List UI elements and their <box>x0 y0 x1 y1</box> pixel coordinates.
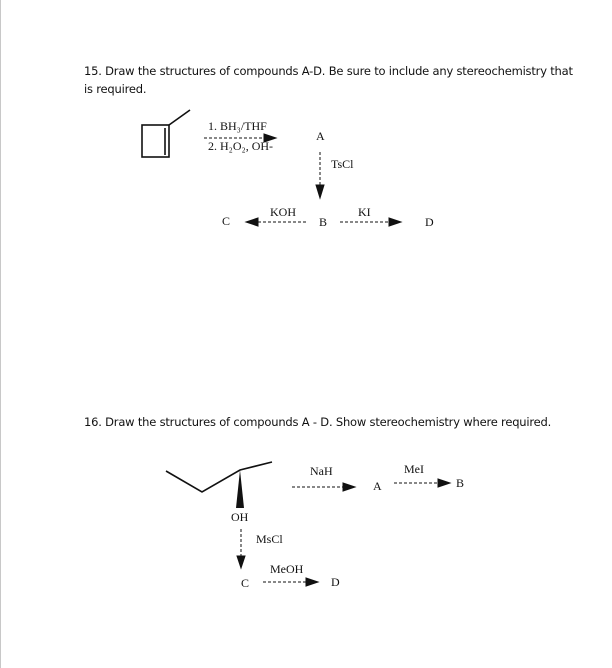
q16-arrow-C-to-D <box>263 578 318 586</box>
q15-reagent-step1: 1. BH₃/THF <box>208 119 267 133</box>
q15-compound-D: D <box>425 215 434 229</box>
q16-alcohol-structure <box>166 462 272 492</box>
q16-arrow-to-C <box>237 529 245 568</box>
q15-compound-B: B <box>319 215 328 229</box>
q16-reagent-mscl: MsCl <box>256 532 283 546</box>
q16-arrow-to-A <box>292 483 355 491</box>
q15-reagent-step2: 2. H₂O₂, OH- <box>208 139 274 153</box>
q16-prompt: 16. Draw the structures of compounds A - D. Show stereochemistry where required. <box>84 415 552 429</box>
q15-compound-C: C <box>222 214 231 228</box>
q16-reagent-mei: MeI <box>404 462 424 476</box>
q16-compound-D: D <box>331 575 340 589</box>
q15-reagent-koh: KOH <box>270 205 296 219</box>
q16-reagent-meoh: MeOH <box>270 562 304 576</box>
q16-reagent-nah: NaH <box>310 464 333 478</box>
q15-prompt-line2: is required. <box>84 82 147 96</box>
q15-methylcyclobutene-structure <box>142 110 190 157</box>
q16-wedge-bond <box>236 470 244 508</box>
q15-prompt-line1: 15. Draw the structures of compounds A-D. Be sure to include any stereochemistry that <box>84 64 573 78</box>
q16-compound-C: C <box>241 576 250 590</box>
q16-compound-A: A <box>373 479 382 493</box>
q16-arrow-A-to-B <box>394 479 450 487</box>
q15-arrow-A-to-B <box>316 152 324 198</box>
q15-reagent-ki: KI <box>358 205 371 219</box>
q15-reagent-tscl: TsCl <box>331 157 354 171</box>
q16-hydroxyl-label: OH <box>231 510 249 524</box>
q15-compound-A: A <box>316 129 325 143</box>
q16-compound-B: B <box>456 476 465 490</box>
